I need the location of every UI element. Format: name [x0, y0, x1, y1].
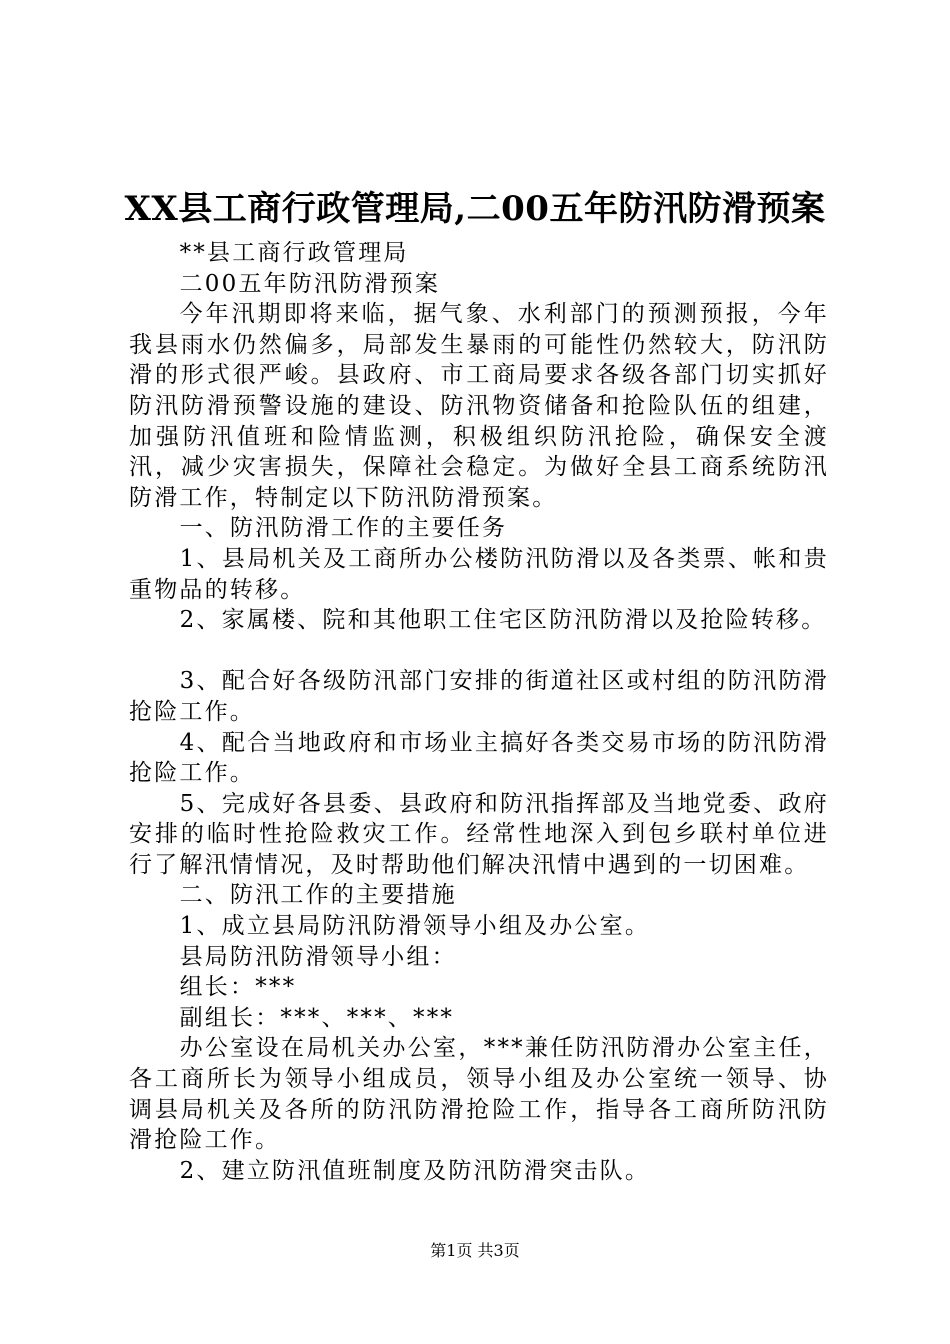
paragraph-task-2: 2、家属楼、院和其他职工住宅区防汛防滑以及抢险转移。: [179, 607, 827, 634]
paragraph-plan-name: 二00五年防汛防滑预案: [179, 270, 441, 297]
paragraph-group-leader: 组长：***: [179, 974, 297, 1001]
blank-line: [129, 636, 829, 667]
heading-main-tasks: 一、防汛防滑工作的主要任务: [179, 515, 508, 542]
document-body: [129, 238, 829, 1186]
page-footer: [0, 1240, 950, 1262]
paragraph-task-3: 3、配合好各级防汛部门安排的街道社区或村组的防汛防滑抢险工作。: [129, 668, 829, 725]
document-title: XX县工商行政管理局,二00五年防汛防滑预案: [124, 189, 826, 229]
paragraph-measure-2: 2、建立防汛值班制度及防汛防滑突击队。: [179, 1157, 651, 1184]
paragraph-intro: 今年汛期即将来临，据气象、水利部门的预测预报，今年我县雨水仍然偏多，局部发生暴雨的可能性仍然较大，防汛防滑的形式很严峻。县政府、市工商局要求各级各部门切实抓好防汛防滑预警设施的建设、防汛物资储备和抢险队伍的组建，加强防汛值班和险情监测，积极组织防汛抢险，确保安全渡汛，减少灾害损失，保障社会稳定。为做好全县工商系统防汛防滑工作，特制定以下防汛防滑预案。: [129, 301, 829, 511]
paragraph-task-4: 4、配合当地政府和市场业主搞好各类交易市场的防汛防滑抢险工作。: [129, 729, 829, 787]
paragraph-measure-1: 1、成立县局防汛防滑领导小组及办公室。: [179, 913, 651, 940]
paragraph-task-1: 1、县局机关及工商所办公楼防汛防滑以及各类票、帐和贵重物品的转移。: [129, 545, 829, 603]
paragraph-org-name: **县工商行政管理局: [179, 240, 409, 266]
paragraph-office: 办公室设在局机关办公室，***兼任防汛防滑办公室主任，各工商所长为领导小组成员，领导小组及办公室统一领导、协调县局机关及各所的防汛防滑抢险工作，指导各工商所防汛防滑抢险工作。: [129, 1035, 829, 1154]
heading-main-measures: 二、防汛工作的主要措施: [179, 882, 457, 909]
paragraph-deputy-leaders: 副组长：***、***、***: [179, 1004, 455, 1031]
page-number: 第1页 共3页: [430, 1241, 520, 1260]
paragraph-leader-group: 县局防汛防滑领导小组：: [179, 943, 457, 970]
paragraph-task-5: 5、完成好各县委、县政府和防汛指挥部及当地党委、政府安排的临时性抢险救灾工作。经常性地深入到包乡联村单位进行了解汛情情况，及时帮助他们解决汛情中遇到的一切困难。: [129, 790, 829, 878]
